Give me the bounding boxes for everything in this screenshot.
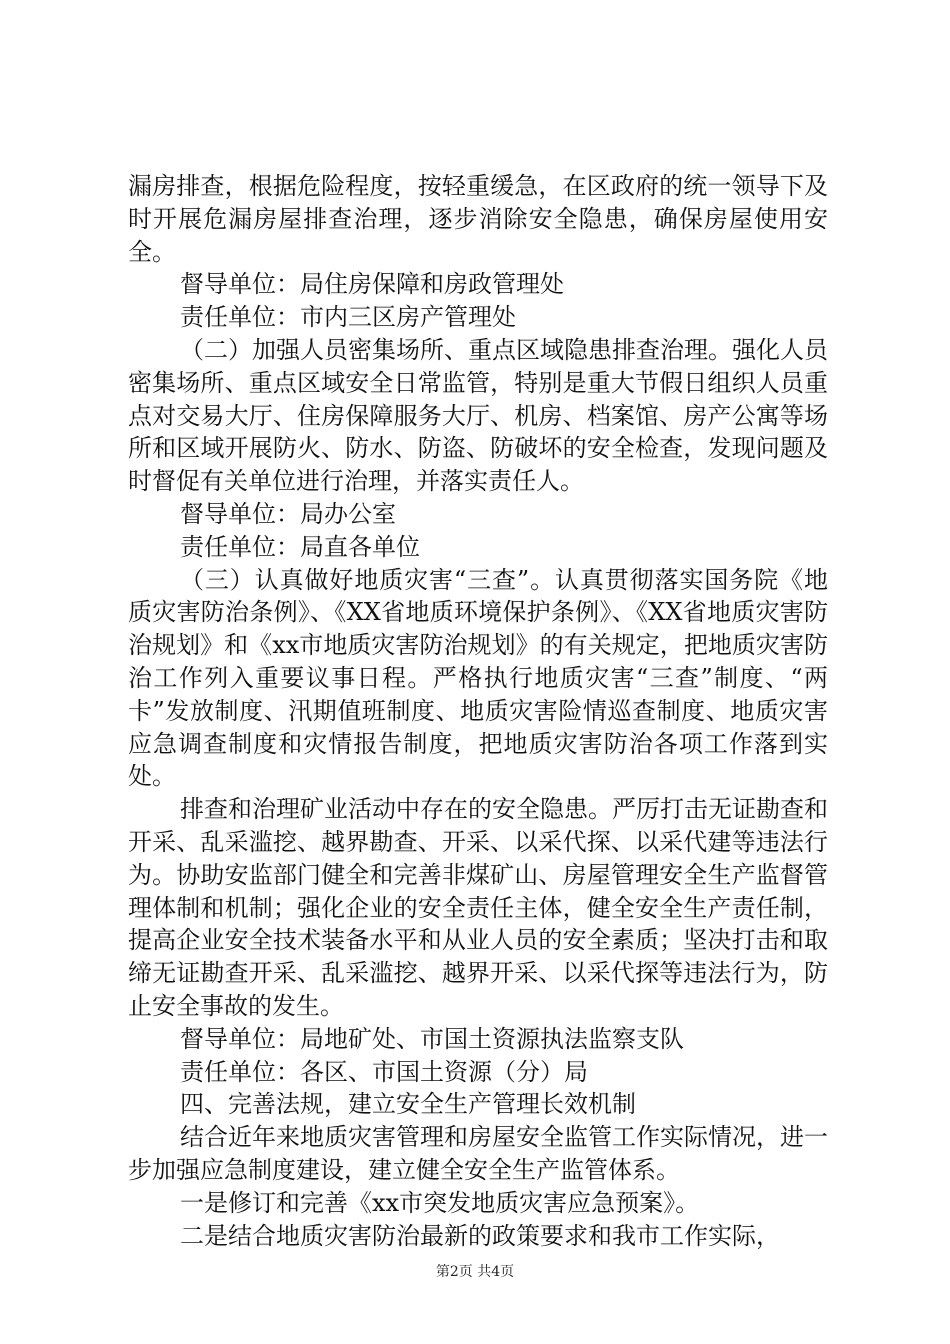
paragraph-12: 结合近年来地质灾害管理和房屋安全监管工作实际情况，进一步加强应急制度建设，建立健全安全生产监管体系。 — [128, 1123, 828, 1184]
paragraph-3: 责任单位：市内三区房产管理处 — [180, 303, 516, 332]
paragraph-5: 督导单位：局办公室 — [180, 499, 396, 528]
page-footer: 第2页 共4页 — [435, 1264, 515, 1280]
paragraph-10: 责任单位：各区、市国土资源（分）局 — [180, 1057, 588, 1086]
paragraph-4: （二）加强人员密集场所、重点区域隐患排查治理。强化人员密集场所、重点区域安全日常监管，特别是重大节假日组织人员重点对交易大厅、住房保障服务大厅、机房、档案馆、房产公寓等场所和区域开展防火、防水、防盗、防破坏的安全检查，发现问题及时督促有关单位进行治理，并落实责任人。 — [128, 335, 828, 496]
paragraph-6: 责任单位：局直各单位 — [180, 532, 420, 561]
paragraph-9: 督导单位：局地矿处、市国土资源执法监察支队 — [180, 1024, 684, 1053]
paragraph-7: （三）认真做好地质灾害“三查”。认真贯彻落实国务院《地质灾害防治条例》、《XX省地质环境保护条例》、《XX省地质灾害防治规划》和《xx市地质灾害防治规划》的有关规定，把地质灾害防治工作列入重要议事日程。严格执行地质灾害“三查”制度、“两卡”发放制度、汛期值班制度、地质灾害险情巡查制度、地质灾害应急调查制度和灾情报告制度，把地质灾害防治各项工作落到实处。 — [128, 565, 828, 791]
document-body — [128, 170, 828, 1252]
paragraph-8: 排查和治理矿业活动中存在的安全隐患。严厉打击无证勘查和开采、乱采滥挖、越界勘查、开采、以采代探、以采代建等违法行为。协助安监部门健全和完善非煤矿山、房屋管理安全生产监督管理体制和机制；强化企业的安全责任主体，健全安全生产责任制，提高企业安全技术装备水平和从业人员的安全素质；坚决打击和取缔无证勘查开采、乱采滥挖、越界开采、以采代探等违法行为，防止安全事故的发生。 — [128, 795, 828, 1020]
paragraph-2: 督导单位：局住房保障和房政管理处 — [180, 270, 564, 299]
paragraph-13: 一是修订和完善《xx市突发地质灾害应急预案》。 — [180, 1188, 700, 1217]
paragraph-1: 漏房排查，根据危险程度，按轻重缓急，在区政府的统一领导下及时开展危漏房屋排查治理，逐步消除安全隐患，确保房屋使用安全。 — [128, 172, 828, 266]
paragraph-11: 四、完善法规，建立安全生产管理长效机制 — [180, 1090, 636, 1119]
paragraph-14: 二是结合地质灾害防治最新的政策要求和我市工作实际， — [180, 1221, 780, 1250]
